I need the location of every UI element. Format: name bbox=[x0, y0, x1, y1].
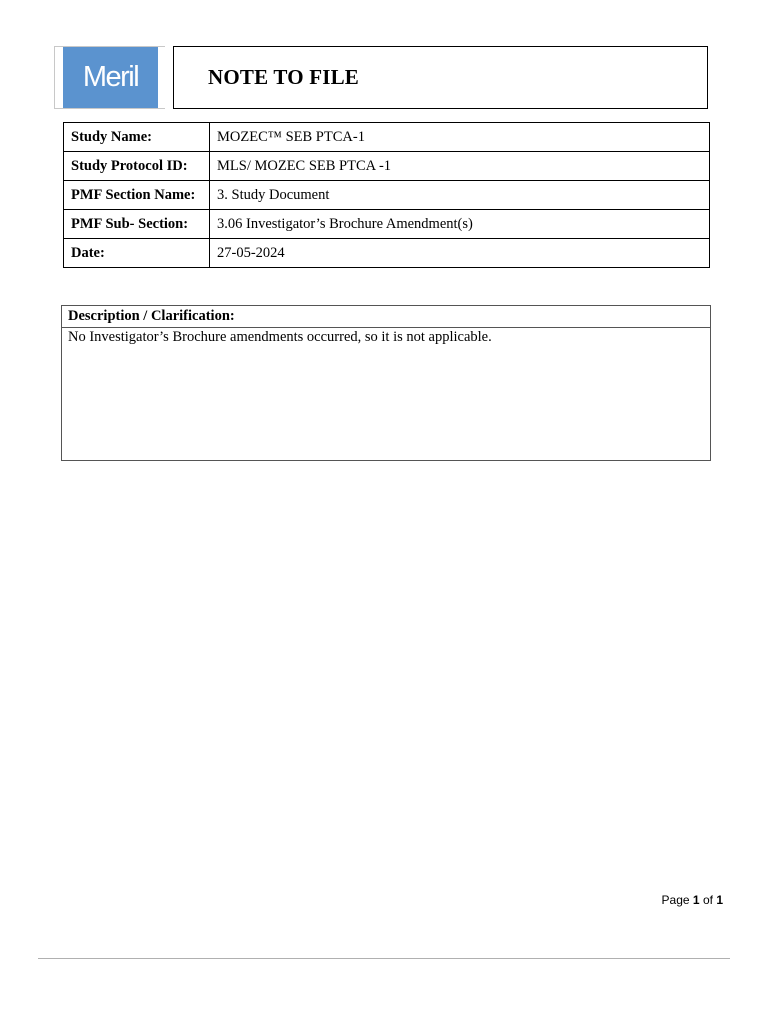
description-text: No Investigator’s Brochure amendments occurred, so it is not applicable. bbox=[68, 329, 492, 345]
company-logo bbox=[63, 47, 158, 108]
table-row bbox=[64, 181, 710, 210]
table-row bbox=[64, 210, 710, 239]
footer-divider bbox=[38, 958, 730, 959]
table-row bbox=[64, 152, 710, 181]
row-label: Study Protocol ID: bbox=[64, 152, 210, 181]
row-value: 3.06 Investigator’s Brochure Amendment(s) bbox=[210, 210, 710, 239]
row-value: 27-05-2024 bbox=[210, 239, 710, 268]
description-heading: Description / Clarification: bbox=[62, 306, 710, 328]
page-prefix: Page bbox=[661, 893, 690, 907]
row-value: MLS/ MOZEC SEB PTCA -1 bbox=[210, 152, 710, 181]
logo-text: Meril bbox=[82, 61, 139, 93]
study-info-table bbox=[63, 122, 710, 268]
page-of: of bbox=[702, 893, 713, 907]
description-box bbox=[61, 305, 711, 461]
current-page: 1 bbox=[692, 893, 700, 907]
total-pages: 1 bbox=[716, 893, 723, 907]
row-label: Date: bbox=[64, 239, 210, 268]
row-label: Study Name: bbox=[64, 123, 210, 152]
document-title: NOTE TO FILE bbox=[208, 65, 360, 89]
row-value: 3. Study Document bbox=[210, 181, 710, 210]
title-box bbox=[173, 46, 708, 109]
table-row bbox=[64, 239, 710, 268]
table-row bbox=[64, 123, 710, 152]
row-value: MOZEC™ SEB PTCA-1 bbox=[210, 123, 710, 152]
page-number bbox=[662, 893, 723, 907]
row-label: PMF Sub- Section: bbox=[64, 210, 210, 239]
row-label: PMF Section Name: bbox=[64, 181, 210, 210]
